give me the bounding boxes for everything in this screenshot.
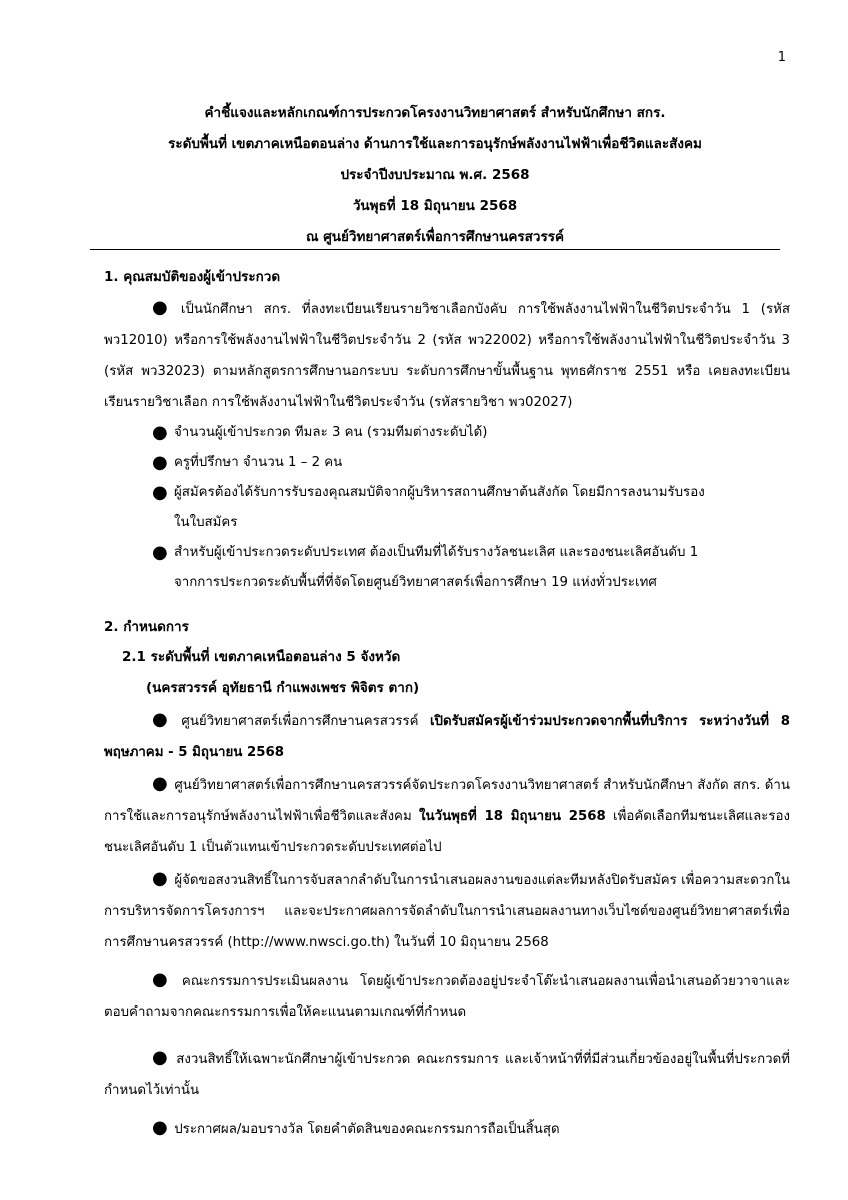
qualification-text-line: สำหรับผู้เข้าประกวดระดับประเทศ ต้องเป็นทีมที่ได้รับรางวัลชนะเลิศ และรองชนะเลิศอันดับ 1 (174, 545, 699, 560)
bullet-icon: ● (152, 452, 168, 473)
schedule-text: ประกาศผล/มอบรางวัล โดยคำตัดสินของคณะกรรมการถือเป็นสิ้นสุด (174, 1122, 560, 1137)
qualification-text (174, 478, 790, 538)
qualification-text: ครูที่ปรึกษา จำนวน 1 – 2 คน (174, 455, 343, 470)
qualification-item (104, 538, 790, 598)
schedule-item (104, 1112, 790, 1145)
header-date: วันพุธที่ 18 มิถุนายน 2568 (352, 198, 518, 214)
schedule-text: คณะกรรมการประเมินผลงาน โดยผู้เข้าประกวดต้องอยู่ประจำโต๊ะนำเสนอผลงานเพื่อนำเสนอด้วยวาจาและตอบคำถามจากคณะกรรมการเพื่อให้คะแนนตามเกณฑ์ที่กำหนด (104, 974, 790, 1020)
qualification-text-line: จากการประกวดระดับพื้นที่ที่จัดโดยศูนย์วิทยาศาสตร์เพื่อการศึกษา 19 แห่งทั่วประเทศ (174, 575, 657, 590)
section-2-1-provinces: (นครสวรรค์ อุทัยธานี กำแพงเพชร พิจิตร ตาก) (146, 680, 420, 696)
header-fiscal-year: ประจำปีงบประมาณ พ.ศ. 2568 (340, 167, 530, 183)
bullet-icon: ● (152, 773, 168, 794)
schedule-item (104, 704, 790, 768)
schedule-text: ศูนย์วิทยาศาสตร์เพื่อการศึกษานครสวรรค์ (181, 714, 430, 729)
qualification-text-line: ในใบสมัคร (174, 515, 238, 530)
qualification-item (104, 292, 790, 418)
document-body (104, 262, 790, 1145)
bullet-icon: ● (152, 868, 168, 889)
schedule-item (104, 768, 790, 863)
schedule-text: เพื่อคัดเลือกทีมชนะเลิศและรองชนะเลิศอันดับ 1 เป็นตัวแทนเข้าประกวดระดับประเทศต่อไป (104, 809, 791, 855)
header-title: คำชี้แจงและหลักเกณฑ์การประกวดโครงงานวิทยาศาสตร์ สำหรับนักศึกษา สกร. (204, 105, 666, 121)
qualification-text-line: ผู้สมัครต้องได้รับการรับรองคุณสมบัติจากผู้บริหารสถานศึกษาต้นสังกัด โดยมีการลงนามรับรอง (174, 485, 705, 500)
schedule-item (104, 1042, 790, 1106)
bullet-icon: ● (152, 709, 168, 730)
page-number: 1 (777, 50, 786, 65)
header-venue: ณ ศูนย์วิทยาศาสตร์เพื่อการศึกษานครสวรรค์ (305, 229, 565, 245)
qualification-item (104, 418, 790, 448)
qualification-text: เป็นนักศึกษา สกร. ที่ลงทะเบียนเรียนรายวิชาเลือกบังคับ การใช้พลังงานไฟฟ้าในชีวิตประจำวัน 1 (รหัส พว12010) หรือการใช้พลังงานไฟฟ้าในชีวิตประจำวัน 2 (รหัส พว22002) หรือการใช้พลังงานไฟฟ้าในชีวิตประจำวัน 3 (รหัส พว32023) ตามหลักสูตรการศึกษานอกระบบ ระดับการศึกษาขั้นพื้นฐาน พุทธศักราช 2551 หรือ เคยลงทะเบียนเรียนรายวิชาเลือก การใช้พลังงานไฟฟ้าในชีวิตประจำวัน (รหัสรายวิชา พว02027) (104, 302, 790, 410)
bullet-icon: ● (152, 969, 168, 990)
header-subtitle: ระดับพื้นที่ เขตภาคเหนือตอนล่าง ด้านการใช้และการอนุรักษ์พลังงานไฟฟ้าเพื่อชีวิตและสังคม (168, 136, 702, 152)
section-2-heading: 2. กำหนดการ (104, 619, 189, 635)
section-2-1-heading: 2.1 ระดับพื้นที่ เขตภาคเหนือตอนล่าง 5 จังหวัด (122, 649, 401, 665)
section-1-heading: 1. คุณสมบัติของผู้เข้าประกวด (104, 269, 281, 285)
schedule-text: สงวนสิทธิ์ให้เฉพาะนักศึกษาผู้เข้าประกวด คณะกรรมการ และเจ้าหน้าที่ที่มีส่วนเกี่ยวข้องอยู่ในพื้นที่ประกวดที่กำหนดไว้เท่านั้น (104, 1052, 790, 1098)
bullet-icon: ● (152, 482, 168, 503)
qualification-item (104, 448, 790, 478)
bullet-icon: ● (152, 422, 168, 443)
document-header (90, 98, 780, 253)
schedule-item (104, 964, 790, 1028)
schedule-text: ผู้จัดขอสงวนสิทธิ์ในการจับสลากลำดับในการนำเสนอผลงานของแต่ละทีมหลังปิดรับสมัคร เพื่อความสะดวกในการบริหารจัดการโครงการฯ และจะประกาศผลการจัดลำดับในการนำเสนอผลงานทางเว็บไซต์ของศูนย์วิทยาศาสตร์เพื่อการศึกษานครสวรรค์ (http://www.nwsci.go.th) ในวันที่ 10 มิถุนายน 2568 (104, 873, 790, 950)
header-divider (90, 249, 780, 250)
bullet-icon: ● (152, 1117, 168, 1138)
schedule-text: ศูนย์วิทยาศาสตร์เพื่อการศึกษานครสวรรค์จัดประกวดโครงงานวิทยาศาสตร์ สำหรับนักศึกษา สังกัด สกร. ด้านการใช้และการอนุรักษ์พลังงานไฟฟ้าเพื่อชีวิตและสังคม (104, 778, 790, 824)
qualification-item (104, 478, 790, 538)
schedule-text-bold: ในวันพุธที่ 18 มิถุนายน 2568 (419, 809, 606, 824)
bullet-icon: ● (152, 1047, 168, 1068)
qualification-text: จำนวนผู้เข้าประกวด ทีมละ 3 คน (รวมทีมต่างระดับได้) (174, 425, 488, 440)
bullet-icon: ● (152, 542, 168, 563)
qualification-text (174, 538, 790, 598)
schedule-item (104, 863, 790, 958)
schedule-text-bold: เปิดรับสมัครผู้เข้าร่วมประกวดจากพื้นที่บริการ ระหว่างวันที่ 8 พฤษภาคม - 5 มิถุนายน 2568 (104, 714, 790, 760)
bullet-icon: ● (152, 297, 168, 318)
